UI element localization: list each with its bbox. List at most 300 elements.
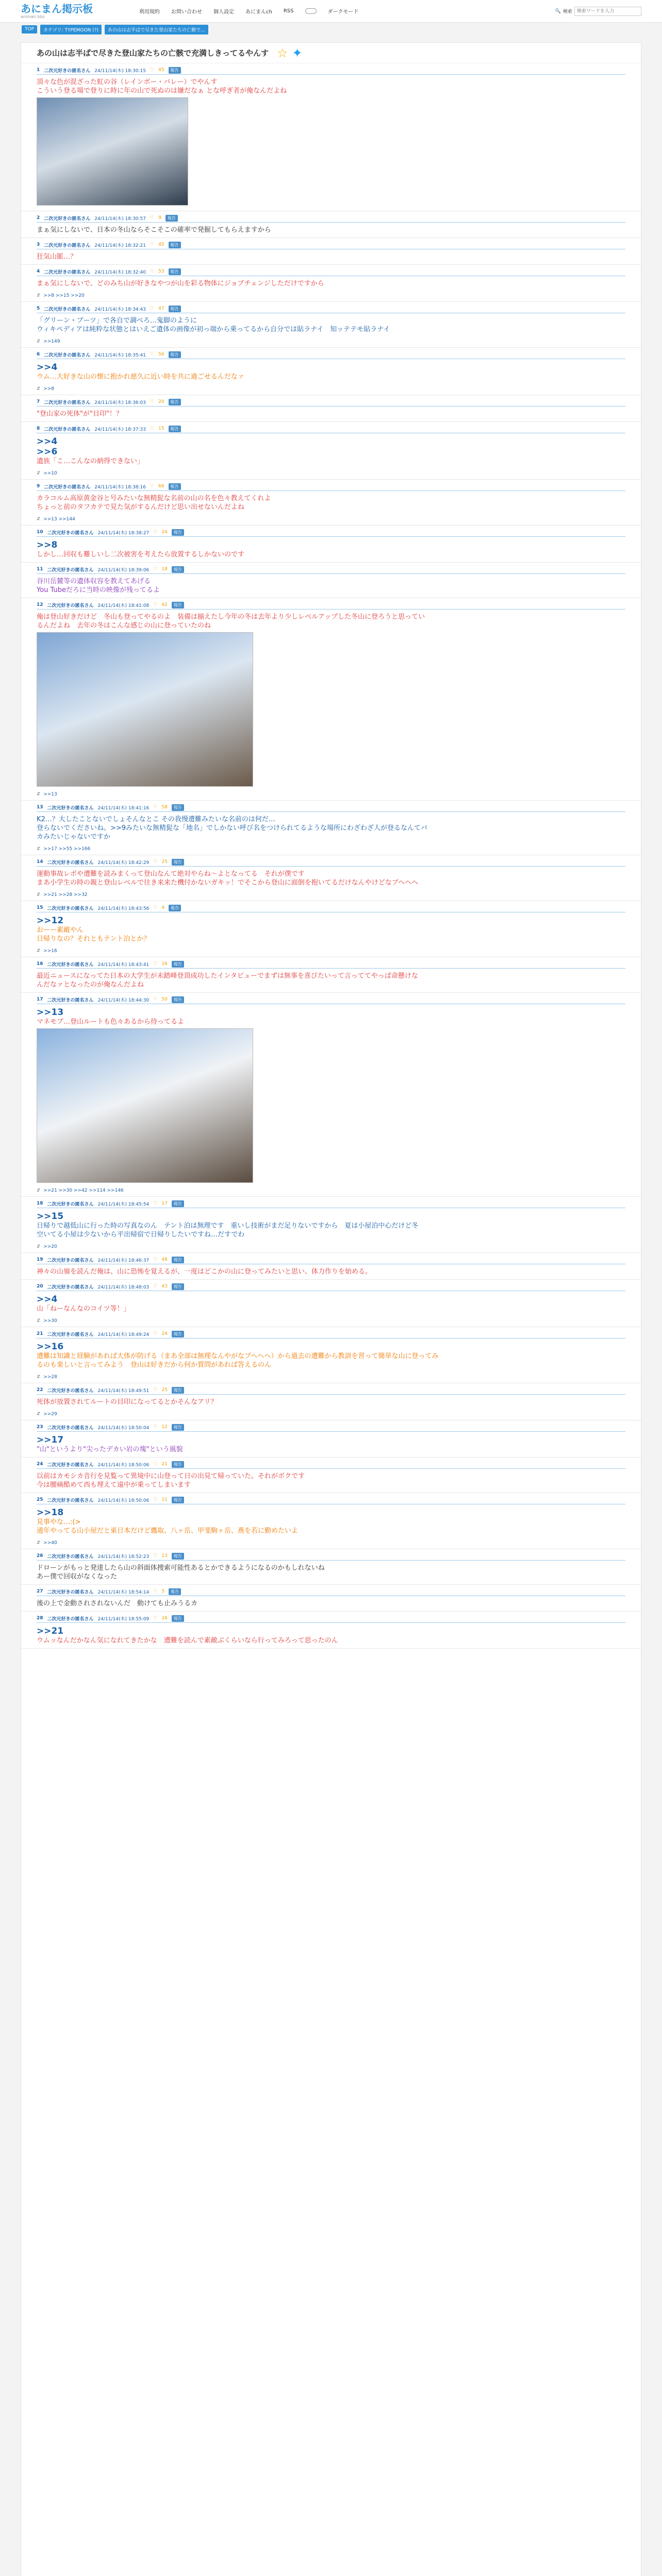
reply-anchor-list[interactable]: >>8 >>15 >>20 (43, 293, 85, 298)
post (21, 395, 641, 422)
post-body-line: "山"というより"尖ったデカい岩の塊"という風貌 (37, 1446, 183, 1453)
like-icon[interactable]: ♡ (153, 567, 158, 572)
like-count: 5 (161, 1589, 165, 1594)
site-logo[interactable] (21, 3, 108, 19)
like-icon[interactable]: ♡ (150, 352, 155, 357)
report-button[interactable]: 報告 (169, 351, 181, 358)
anchor-reference[interactable]: >>12 (37, 916, 64, 926)
reply-icon: ⮃ (37, 386, 41, 392)
post-date: 24/11/14(木) 18:32:40 (94, 269, 146, 275)
like-icon[interactable]: ♡ (153, 1201, 158, 1206)
post-body-line: カラコルム高原黄金谷と号みたいな無精髭な名前の山の名を色々教えてくれよ (37, 495, 271, 502)
anchor-reference[interactable]: >>4 (37, 1294, 58, 1304)
post-meta (37, 1553, 625, 1561)
like-icon[interactable]: ♡ (150, 484, 155, 489)
post (21, 1197, 641, 1253)
nav-settings[interactable]: 個人設定 (213, 9, 234, 15)
post-number[interactable]: 6 (37, 352, 40, 357)
post-date: 24/11/14(木) 18:50:04 (97, 1425, 150, 1431)
reply-icon: ⮃ (37, 471, 41, 476)
like-count: 24 (161, 530, 168, 535)
like-count: 25 (161, 859, 168, 865)
reply-icon: ⮃ (37, 948, 41, 954)
poster-name: 二次元好きの匿名さん (47, 1258, 94, 1263)
post-number[interactable]: 16 (37, 961, 43, 967)
post (21, 801, 641, 855)
report-button[interactable]: 報告 (172, 1257, 184, 1263)
post-number[interactable]: 13 (37, 805, 43, 810)
poster-name: 二次元好きの匿名さん (47, 997, 94, 1003)
post-meta (37, 961, 625, 969)
post-date: 24/11/14(木) 18:46:37 (97, 1258, 150, 1263)
reply-links (37, 948, 625, 954)
poster-name: 二次元好きの匿名さん (47, 805, 94, 811)
reply-icon: ⮃ (37, 1375, 41, 1380)
like-count: 15 (158, 426, 164, 431)
breadcrumb-category[interactable]: カテゴリ: TYPEMOON (?) (40, 25, 102, 35)
poster-name: 二次元好きの匿名さん (44, 216, 91, 222)
reply-links (37, 892, 625, 897)
post (21, 957, 641, 993)
post-meta (37, 1462, 625, 1469)
like-icon[interactable]: ♡ (153, 1284, 158, 1289)
site-title[interactable]: あにまん掲示板 (21, 3, 93, 15)
post (21, 598, 641, 801)
poster-name: 二次元好きの匿名さん (47, 1388, 94, 1394)
post-number[interactable]: 27 (37, 1589, 43, 1594)
post-body-line: 死体が放置されてルートの目印になってるとかそんなアリ？ (37, 1398, 218, 1406)
post-image[interactable] (37, 632, 253, 787)
reply-links (37, 517, 625, 522)
post-body-line: おーー素敵やん (37, 926, 84, 934)
post-body-line: ドローンがもっと発達したら山の斜面体捜索可能性あるとかできるようになるのかもしれないね (37, 1564, 325, 1572)
report-button[interactable]: 報告 (169, 905, 181, 911)
like-count: 50 (161, 997, 168, 1002)
post-body-line: 以前はカモシカ音行を見覧って異境中に山登って日の出見て帰っていた。それがボクです (37, 1472, 305, 1480)
post-meta (37, 67, 625, 75)
poster-name: 二次元好きの匿名さん (44, 307, 91, 312)
report-button[interactable]: 報告 (169, 67, 181, 74)
post-number[interactable]: 22 (37, 1387, 43, 1393)
post-date: 24/11/14(木) 18:52:23 (97, 1554, 150, 1560)
reply-icon: ⮃ (37, 846, 41, 852)
post-number[interactable]: 2 (37, 215, 40, 221)
post-date: 24/11/14(木) 18:55:09 (97, 1616, 150, 1622)
post (21, 1549, 641, 1585)
post-meta (37, 1284, 625, 1291)
like-icon[interactable]: ♡ (150, 269, 155, 274)
like-count: 47 (158, 306, 164, 311)
post-meta (37, 1425, 625, 1432)
reply-links (37, 1375, 625, 1380)
report-button[interactable]: 報告 (172, 961, 184, 968)
post-meta (37, 269, 625, 276)
post (21, 1420, 641, 1458)
poster-name: 二次元好きの匿名さん (47, 1616, 94, 1622)
like-icon[interactable]: ♡ (153, 905, 158, 910)
post-number[interactable]: 3 (37, 242, 40, 247)
report-button[interactable]: 報告 (172, 566, 184, 573)
post-meta (37, 306, 625, 313)
reply-anchor-list[interactable]: >>21 >>30 >>42 >>114 >>146 (43, 1188, 124, 1193)
post-number[interactable]: 8 (37, 426, 40, 431)
post-number[interactable]: 20 (37, 1284, 43, 1289)
search-icon: 🔍 (555, 8, 561, 14)
post-meta (37, 352, 625, 359)
report-button[interactable]: 報告 (166, 215, 178, 222)
report-button[interactable]: 報告 (172, 859, 184, 866)
like-icon[interactable]: ♡ (150, 306, 155, 311)
like-count: 11 (161, 1497, 168, 1502)
like-icon[interactable]: ♡ (150, 67, 155, 73)
anchor-reference[interactable]: >>6 (37, 447, 58, 457)
post-meta (37, 997, 625, 1004)
post-meta (37, 905, 625, 912)
like-icon[interactable]: ♡ (153, 1553, 158, 1558)
post-meta (37, 1201, 625, 1208)
anchor-reference[interactable]: >>18 (37, 1507, 64, 1518)
post-body-line: カみたいじゃないですか (37, 833, 111, 841)
post-meta (37, 426, 625, 433)
like-icon[interactable]: ♡ (153, 859, 158, 865)
dark-mode-toggle[interactable] (305, 8, 317, 14)
post-number[interactable]: 23 (37, 1425, 43, 1430)
reply-anchor-list[interactable]: >>28 (43, 1375, 57, 1380)
post-body-line: ウムッなんだかなん気になれてきたかな 遭難を読んで素敵ぶくらいなら行ってみろって思ったのん (37, 1637, 338, 1645)
report-button[interactable]: 報告 (172, 1387, 184, 1394)
post-meta (37, 859, 625, 867)
post (21, 302, 641, 348)
breadcrumb (0, 23, 662, 36)
post-number[interactable]: 25 (37, 1497, 43, 1502)
main-nav (139, 7, 358, 15)
post-list (21, 63, 641, 1649)
reply-anchor-list[interactable]: >>13 (43, 792, 57, 797)
post-number[interactable]: 1 (37, 67, 40, 73)
poster-name: 二次元好きの匿名さん (44, 243, 91, 248)
post (21, 1383, 641, 1420)
like-icon[interactable]: ♡ (153, 1387, 158, 1393)
reply-icon: ⮃ (37, 1540, 41, 1546)
post-body-line: 遭難は知識と経験があれば大体が防げる（まあ全部は無理なんやがなブヘヘヘ）から過去の遭難から教訓を習って簡単な山に登ってみ (37, 1352, 439, 1360)
like-icon[interactable]: ♡ (153, 1589, 158, 1594)
thread-header (21, 43, 641, 63)
report-button[interactable]: 報告 (172, 1424, 184, 1431)
reply-anchor-list[interactable]: >>20 (43, 1244, 57, 1249)
post-number[interactable]: 19 (37, 1257, 43, 1262)
poster-name: 二次元好きの匿名さん (47, 860, 94, 866)
poster-name: 二次元好きの匿名さん (44, 68, 91, 74)
post-body-line: 神々の山嶺を読んだ俺は、山に恐怖を覚えるが、一度はどこかの山に登ってみたいと思い、体力作りを始める。 (37, 1268, 372, 1276)
post-number[interactable]: 24 (37, 1462, 43, 1467)
reply-anchor-list[interactable]: >>149 (43, 339, 60, 344)
post (21, 526, 641, 563)
report-button[interactable]: 報告 (172, 1497, 184, 1503)
post-body-line: しかし…回収も難しいし二次被害を考えたら放置するしかないのです (37, 551, 245, 558)
reply-anchor-list[interactable]: >>16 (43, 948, 57, 954)
anchor-reference[interactable]: >>8 (37, 540, 58, 550)
like-count: 18 (161, 567, 168, 572)
post-body-line: ちょっと前のタフカテで見た気がするんだけど思い出せないんだよね (37, 503, 244, 511)
reply-icon: ⮃ (37, 339, 41, 344)
post-body-line: 日帰りで越低山に行った時の写真なのん テント泊は無理です 重いし技術がまだ足りないですから 夏は小屋泊中心だけど冬 (37, 1222, 419, 1230)
post-number[interactable]: 5 (37, 306, 40, 311)
reply-anchor-list[interactable]: >>29 (43, 1412, 57, 1417)
post-body-line: 頂々な色が混ざった虹の谷（レインボー・バレー）でやんす (37, 78, 218, 86)
post (21, 480, 641, 526)
report-button[interactable]: 報告 (169, 483, 181, 490)
like-icon[interactable]: ♡ (150, 215, 155, 221)
post-date: 24/11/14(木) 18:38:16 (94, 484, 146, 490)
reply-anchor-list[interactable]: >>40 (43, 1540, 57, 1546)
post (21, 563, 641, 598)
post-date: 24/11/14(木) 18:50:06 (97, 1462, 150, 1468)
post-body-line: 俺は登山好きだけど 冬山も登ってやるのよ 装備は揃えたし今年の冬は去年より少しレベルアップした冬山に登ろうと思ってい (37, 613, 425, 621)
like-icon[interactable]: ♡ (153, 1497, 158, 1502)
nav-contact[interactable]: お問い合わせ (171, 9, 202, 15)
post-number[interactable]: 17 (37, 997, 43, 1002)
post-meta (37, 1589, 625, 1596)
post-date: 24/11/14(木) 18:39:06 (97, 567, 150, 573)
site-header (0, 0, 662, 23)
like-count: 12 (161, 1425, 168, 1430)
post-date: 24/11/14(木) 18:30:57 (94, 216, 146, 222)
poster-name: 二次元好きの匿名さん (44, 400, 91, 405)
post-number[interactable]: 10 (37, 530, 43, 535)
reply-anchor-list[interactable]: >>13 >>144 (43, 517, 75, 522)
twitter-share-icon[interactable]: ✦ (292, 45, 303, 60)
site-subtitle: animan bbs (21, 14, 45, 19)
like-icon[interactable]: ♡ (153, 530, 158, 535)
report-button[interactable]: 報告 (169, 1588, 181, 1595)
post-image[interactable] (37, 1028, 253, 1183)
favorite-star-icon[interactable]: ☆ (277, 45, 288, 60)
report-button[interactable]: 報告 (172, 1200, 184, 1207)
post (21, 1458, 641, 1493)
reply-icon: ⮃ (37, 1412, 41, 1417)
like-count: 53 (158, 269, 164, 274)
post-date: 24/11/14(木) 18:41:08 (97, 603, 150, 608)
post-body-line: 山「ねーなんなのコイツ等！」 (37, 1305, 130, 1313)
report-button[interactable]: 報告 (169, 268, 181, 275)
post-meta (37, 399, 625, 406)
poster-name: 二次元好きの匿名さん (47, 1201, 94, 1207)
like-count: 66 (158, 484, 164, 489)
post-body-line: マネモブ…登山ルートも色々あるから待ってるよ (37, 1018, 185, 1026)
post (21, 1327, 641, 1383)
post-date: 24/11/14(木) 18:43:41 (97, 962, 150, 968)
report-button[interactable]: 報告 (172, 1553, 184, 1560)
poster-name: 二次元好きの匿名さん (44, 269, 91, 275)
reply-icon: ⮃ (37, 1188, 41, 1193)
thread-title: あの山は志半ばで尽きた登山家たちの亡骸で充満しきってるやんす (37, 48, 269, 58)
post-meta (37, 1257, 625, 1264)
post-meta (37, 530, 625, 537)
reply-icon: ⮃ (37, 892, 41, 897)
like-icon[interactable]: ♡ (150, 426, 155, 431)
post-body-line: ウィキペディアは純粋な状態とはいえご遺体の画像が初っ端から乗ってるから自分では貼ラナイ 知ッテテモ貼ラナイ (37, 326, 390, 333)
like-icon[interactable]: ♡ (153, 1462, 158, 1467)
post (21, 211, 641, 238)
report-button[interactable]: 報告 (169, 426, 181, 432)
post-body-line: 登らないでくださいね。>>9みたいな無精髭な「地名」でしかない呼び名をつけられてるような場所にわざわざ人が登るなんてバ (37, 824, 428, 832)
like-icon[interactable]: ♡ (153, 1331, 158, 1336)
reply-anchor-list[interactable]: >>8 (43, 386, 55, 392)
post (21, 1280, 641, 1327)
reply-links (37, 846, 625, 852)
report-button[interactable]: 報告 (172, 996, 184, 1003)
post-number[interactable]: 18 (37, 1201, 43, 1206)
post-date: 24/11/14(木) 18:54:14 (97, 1589, 150, 1595)
post-date: 24/11/14(木) 18:35:41 (94, 352, 146, 358)
poster-name: 二次元好きの匿名さん (44, 427, 91, 432)
post (21, 1493, 641, 1549)
anchor-reference[interactable]: >>21 (37, 1626, 64, 1636)
post-date: 24/11/14(木) 18:49:24 (97, 1332, 150, 1337)
report-button[interactable]: 報告 (172, 1461, 184, 1468)
post-date: 24/11/14(木) 18:32:21 (94, 243, 146, 248)
post-meta (37, 242, 625, 249)
post-number[interactable]: 7 (37, 399, 40, 404)
post-body-line: 今は腰痛酷めて西も埋えて遠中が乗ってしまいます (37, 1481, 191, 1489)
post-number[interactable]: 4 (37, 269, 40, 274)
post-number[interactable]: 21 (37, 1331, 43, 1336)
anchor-reference[interactable]: >>13 (37, 1007, 64, 1018)
poster-name: 二次元好きの匿名さん (47, 1498, 94, 1503)
reply-links (37, 1318, 625, 1324)
post-date: 24/11/14(木) 18:42:29 (97, 860, 150, 866)
anchor-reference[interactable]: >>4 (37, 362, 58, 372)
post-date: 24/11/14(木) 18:43:56 (97, 906, 150, 911)
report-button[interactable]: 報告 (172, 1283, 184, 1290)
like-icon[interactable]: ♡ (153, 1616, 158, 1621)
like-count: 9 (158, 215, 161, 221)
like-icon[interactable]: ♡ (153, 1257, 158, 1262)
anchor-reference[interactable]: >>4 (37, 436, 58, 447)
post-number[interactable]: 15 (37, 905, 43, 910)
like-icon[interactable]: ♡ (153, 602, 158, 607)
poster-name: 二次元好きの匿名さん (47, 1554, 94, 1560)
reply-links (37, 339, 625, 344)
reply-anchor-list[interactable]: >>10 (43, 471, 57, 476)
post (21, 993, 641, 1197)
like-count: 4 (161, 905, 165, 910)
report-button[interactable]: 報告 (169, 306, 181, 312)
reply-links (37, 293, 625, 298)
like-icon[interactable]: ♡ (150, 399, 155, 404)
post-body-line: "登山家の死体"が"目印"！？ (37, 410, 123, 418)
like-count: 56 (158, 352, 164, 357)
post (21, 1585, 641, 1612)
post-body-line: あー僕で回収がなくなった (37, 1573, 118, 1581)
nav-rss[interactable]: RSS (283, 8, 294, 14)
report-button[interactable]: 報告 (169, 399, 181, 405)
post-body-line: まあ小学生の時の親と登山レベルで往き来来た機付かないガキッ！でそこから登山に面倒を抱いてるだけなんやけどなブヘヘヘ (37, 879, 419, 887)
breadcrumb-thread[interactable]: あの山は志半ばで尽きた登山家たちの亡骸で... (105, 25, 208, 35)
reply-anchor-list[interactable]: >>17 >>55 >>166 (43, 846, 91, 852)
post-body-line: まぁ気にしないで、どのみち山が好きなやつが山を彩る物体にジョブチェンジしただけですから (37, 280, 324, 287)
like-count: 45 (158, 242, 164, 247)
post-body-line: 遺族「こ…こんなの納得できない」 (37, 457, 144, 465)
report-button[interactable]: 報告 (172, 1615, 184, 1622)
reply-anchor-list[interactable]: >>21 >>28 >>32 (43, 892, 88, 897)
post-body-line: 最近ニュースになってた日本の大学生が未踏峰登頂成功したインタビューでまずは無事を喜びたいって言っててやっぱ命懸けな (37, 972, 418, 980)
like-icon[interactable]: ♡ (153, 997, 158, 1002)
report-button[interactable]: 報告 (169, 242, 181, 248)
report-button[interactable]: 報告 (172, 1331, 184, 1337)
like-count: 17 (161, 1201, 168, 1206)
post (21, 238, 641, 265)
reply-links (37, 1244, 625, 1249)
reply-icon: ⮃ (37, 517, 41, 522)
post (21, 348, 641, 395)
poster-name: 二次元好きの匿名さん (44, 484, 91, 490)
like-icon[interactable]: ♡ (153, 1425, 158, 1430)
post-body-line: 運動事故レポや遭難を読みまくって登山なんて絶対やらね～よとなってる それが僕です (37, 870, 305, 878)
post-date: 24/11/14(木) 18:45:54 (97, 1201, 150, 1207)
like-count: 45 (158, 67, 164, 73)
post-body-line: 谷川岳麓等の遺体収容を教えてあげる (37, 578, 151, 585)
reply-links (37, 1188, 625, 1193)
post-body-line: 通年やってる山小屋だと東日本だけど鷹取、八ヶ岳、甲斐駒ヶ岳、燕を若に勤めたいよ (37, 1527, 299, 1535)
post-body-line: 「グリーン・ブーツ」で各自で調べろ…鬼脚のように (37, 317, 197, 325)
post-number[interactable]: 26 (37, 1553, 43, 1558)
report-button[interactable]: 報告 (172, 804, 184, 811)
reply-links (37, 1412, 625, 1417)
poster-name: 二次元好きの匿名さん (47, 1332, 94, 1337)
nav-terms[interactable]: 利用規約 (139, 9, 160, 15)
like-icon[interactable]: ♡ (153, 805, 158, 810)
poster-name: 二次元好きの匿名さん (47, 906, 94, 911)
post-meta (37, 602, 625, 609)
breadcrumb-top[interactable]: TOP (22, 25, 37, 33)
nav-animanch[interactable]: あにまんch (245, 9, 272, 15)
post-meta (37, 484, 625, 491)
post-number[interactable]: 14 (37, 859, 43, 865)
search-area (555, 7, 641, 16)
post-meta (37, 567, 625, 574)
anchor-reference[interactable]: >>17 (37, 1435, 64, 1445)
like-icon[interactable]: ♡ (153, 961, 158, 967)
post-body-line: るのも楽しいと言ってみよう 登山は好きだから何か質問があれば答えるのん (37, 1361, 272, 1369)
anchor-reference[interactable]: >>15 (37, 1211, 64, 1222)
post-body-line: K2…？大したことないでしょそんなとこ その我慢遭難みたいな名前のは何だ… (37, 816, 275, 823)
reply-anchor-list[interactable]: >>30 (43, 1318, 57, 1324)
post-image[interactable] (37, 97, 188, 206)
report-button[interactable]: 報告 (172, 602, 184, 608)
like-count: 42 (161, 602, 168, 607)
post (21, 901, 641, 957)
post-number[interactable]: 28 (37, 1616, 43, 1621)
post-meta (37, 1616, 625, 1623)
post (21, 855, 641, 901)
like-count: 13 (161, 1553, 168, 1558)
search-input[interactable] (574, 7, 641, 16)
post-meta (37, 1497, 625, 1504)
post (21, 63, 641, 211)
post-body-line: ウム…大好きな山の懐に抱かれ慈久に近い時を共に過ごせるんだなァ (37, 373, 244, 381)
post-number[interactable]: 12 (37, 602, 43, 607)
post-number[interactable]: 9 (37, 484, 40, 489)
post-body-line: こういう登る場で登りに時に年の山で死ぬのは嫌だなぁ とな呼ぎ者が俺なんだよね (37, 87, 287, 95)
anchor-reference[interactable]: >>16 (37, 1342, 64, 1352)
post (21, 1253, 641, 1280)
report-button[interactable]: 報告 (172, 529, 184, 536)
like-icon[interactable]: ♡ (150, 242, 155, 247)
dark-mode-label: ダークモード (327, 9, 359, 15)
post-date: 24/11/14(木) 18:50:06 (97, 1498, 150, 1503)
post-number[interactable]: 11 (37, 567, 43, 572)
